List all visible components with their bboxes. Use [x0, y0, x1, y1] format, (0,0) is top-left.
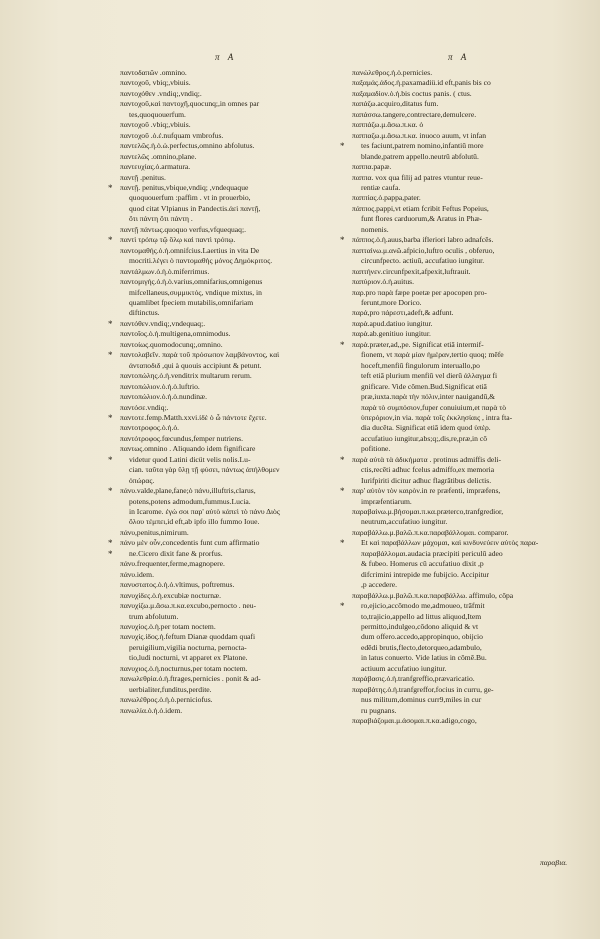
entry-text: παντολαβεῖν. παρὰ τοῦ πρόσωπον λαμβάνοντος, καὶ: [120, 350, 280, 360]
entry-text: παντελῶς .omnino,plane.: [120, 151, 197, 161]
dictionary-line: [352, 674, 588, 684]
dictionary-line: [352, 298, 588, 308]
entry-text: παντομιγής.ὁ.ἡ.ὁ.varius,omnifarius,omnigenus: [120, 277, 263, 287]
entry-text: dum offero.accedo,appropinquo, obijcio: [361, 632, 483, 642]
entry-text: παντως.omnino . Aliquando idem fignificare: [120, 444, 256, 454]
asterisk-mark: *: [108, 454, 113, 465]
running-header-right: π A: [448, 52, 470, 62]
dictionary-line: [352, 528, 588, 538]
entry-text: παρά,pro πάρεστι,adeft,& adfunt.: [352, 308, 454, 318]
asterisk-mark: *: [108, 318, 113, 329]
entry-text: neutrum,accufatiuo iungitur.: [361, 517, 448, 527]
entry-text: πάνυ.valde,plane,fane;ὁ πάνυ,illuftris,clarus,: [120, 486, 256, 496]
entry-text: ὅλου τέμπει,id eft,ab ipfo illo fummo Ioue.: [129, 517, 260, 527]
left-column: [108, 68, 348, 716]
entry-text: dia ducēta. Significat etiā idem quod ὑπὲρ.: [361, 423, 491, 433]
entry-text: παπύριον.ὁ.ἡ.auitus.: [352, 277, 414, 287]
entry-text: παντοπώλιον.ὁ.ἡ.ὁ.luftrio.: [120, 381, 200, 391]
entry-text: παντοχοῦ,καὶ παντοχῆ,quocunq;,in omnes par: [120, 99, 260, 109]
dictionary-line: [120, 664, 348, 674]
dictionary-line: [352, 329, 588, 339]
entry-text: παρὰ.ab.genitiuo iungitur.: [352, 329, 431, 339]
asterisk-mark: *: [340, 538, 345, 549]
dictionary-line: [108, 454, 348, 465]
entry-text: παπταίνω.μ.ανῶ.afpicio,luftro oculis , obferuo,: [352, 245, 495, 255]
entry-text: παραβάλλω.μ.βαλῶ.π.κα.παραβάλλω. affimulo, cōpa: [352, 590, 514, 600]
entry-text: παντόθεν.vndiq;,vndequaq;.: [120, 318, 206, 328]
entry-text: tio,ludi nocturni, vt apparet ex Platone.: [129, 653, 248, 663]
dictionary-line: [120, 559, 348, 569]
asterisk-mark: *: [108, 182, 113, 193]
dictionary-line: [352, 559, 588, 569]
entry-text: παντῇ. penitus,vbique,vndiq; ,vndequaque: [120, 182, 249, 192]
entry-text: πανωλέθρος.ὁ.ἡ.ὁ.perniciofus.: [120, 695, 213, 705]
entry-text: παντομαθής.ὁ.ἡ.omnifcius.Laertius in vita De: [120, 245, 260, 255]
entry-text: in Icarome. ἐγὼ σοι παρ' αὐτὸ κἀπεὶ τὸ πάνυ Διὸς: [129, 507, 280, 517]
dictionary-line: [352, 413, 588, 423]
entry-text: πάνυ,penitus,nimirum.: [120, 527, 189, 537]
dictionary-line: [352, 643, 588, 653]
asterisk-mark: *: [108, 548, 113, 559]
dictionary-line: [120, 403, 348, 413]
dictionary-line: [120, 622, 348, 632]
dictionary-line: [108, 486, 348, 497]
entry-text: πανυστατος.ὁ.ἡ.ὁ.vltimus, poftremus.: [120, 580, 235, 590]
dictionary-line: [120, 110, 348, 120]
entry-text: uerbialiter,funditus,perdite.: [129, 684, 212, 694]
dictionary-line: [120, 68, 348, 78]
dictionary-line: [352, 120, 588, 130]
dictionary-line: [108, 548, 348, 559]
entry-text: funt flores carduorum,& Aratus in Phæ-: [361, 214, 483, 224]
dictionary-line: [340, 235, 588, 246]
entry-text: ὅτι πάντη ὅτι πάντη .: [129, 214, 193, 224]
entry-text: trum abfolutum.: [129, 611, 179, 621]
dictionary-line: [108, 412, 348, 423]
entry-text: ἀνταποδιδ ,qui à quouis accipiunt & petunt.: [129, 360, 262, 370]
dictionary-line: [352, 99, 588, 109]
entry-text: πάππος.pappi,vt etiam fcribit Feftus Popeius,: [352, 203, 489, 213]
entry-text: παξαμάς.ἀδος.ἡ.paxamadiü.id eft,panis bis co: [352, 78, 491, 88]
dictionary-line: [352, 361, 588, 371]
running-header-left: π A: [215, 52, 237, 62]
dictionary-line: [120, 507, 348, 517]
dictionary-line: [120, 99, 348, 109]
dictionary-line: [120, 382, 348, 392]
dictionary-line: [120, 277, 348, 287]
entry-text: mocriti.λέγει ὁ παντομαθὴς μόνος Δημόκριτος.: [129, 256, 273, 266]
entry-text: in latus conuerto. Vide latius in cōmē.Bu.: [361, 653, 487, 663]
entry-text: to,trajicio,appello ad littus aliquod,Item: [361, 611, 482, 621]
entry-text: παραβάλλω.μ.βαλῶ.π.κα.παραβάλλομαι. comparor.: [352, 527, 509, 537]
dictionary-line: [352, 308, 588, 318]
dictionary-line: [340, 538, 588, 549]
entry-text: permitto,indulgeo,cōdono aliquid & vt: [361, 622, 479, 632]
entry-text: παντοτε.femp.Matth.xxvi.ἰδὲ ὁ ὦ πάντοτε ἔχετε.: [120, 412, 267, 422]
dictionary-line: [352, 214, 588, 224]
entry-text: παντῇ πάντως.quoquo verfus,vfquequaq;.: [120, 224, 246, 234]
dictionary-line: [352, 476, 588, 486]
entry-text: quod citat Vlpianus in Pandectis.ἀεὶ παντῇ,: [129, 203, 261, 213]
entry-text: παντοτροφος.ὁ.ἡ.ὁ.: [120, 423, 180, 433]
entry-text: παντοχοῦ .vbiq;,vbiuis.: [120, 120, 191, 130]
entry-text: cian. ταῦτα γὰρ ὕλῃ τῇ φύσει, πάντως ἀπήλθομεν: [129, 465, 280, 475]
entry-text: diftinctus.: [129, 308, 160, 318]
dictionary-line: [120, 591, 348, 601]
dictionary-line: [120, 632, 348, 642]
dictionary-line: [352, 319, 588, 329]
entry-text: quoquouerfum :paffim . vt in prouerbio,: [129, 193, 251, 203]
entry-text: παντὶ τρόπῳ τῷ ὅλῳ καὶ παντὶ τρόπῳ.: [120, 235, 236, 245]
entry-text: quamlibet fpeciem mutabilis,omnifariam: [129, 297, 254, 307]
entry-text: παππάζω.μ.ἄσω.π.κα. ὁ: [352, 120, 424, 130]
entry-text: ne.Cicero dixit fane & prorfus.: [129, 548, 223, 558]
dictionary-line: [340, 486, 588, 497]
dictionary-line: [120, 89, 348, 99]
dictionary-line: [352, 403, 588, 413]
dictionary-line: [352, 173, 588, 183]
asterisk-mark: *: [108, 486, 113, 497]
entry-text: & fubeo. Homerus cū accufatiuo dixit ,p: [361, 559, 484, 569]
entry-text: ὑπερόριον,in via. παρὰ τοῖς ἐκκλησίαις , intra fta-: [361, 412, 513, 422]
dictionary-line: [352, 267, 588, 277]
entry-text: impræfentiarum.: [361, 496, 412, 506]
asterisk-mark: *: [340, 486, 345, 497]
entry-text: παντελῶς.ἡ.ὁ.ὡ.perfectus,omnino abfolutus.: [120, 141, 255, 151]
dictionary-line: [352, 89, 588, 99]
entry-text: rentiæ caufa.: [361, 182, 401, 192]
entry-text: peruigilium,vigilia nocturna, pernocta-: [129, 642, 247, 652]
entry-text: παπάσσω.tangere,contrectare,demulcere.: [352, 109, 477, 119]
entry-text: ferunt,more Dorico.: [361, 297, 422, 307]
dictionary-line: [352, 632, 588, 642]
dictionary-line: [120, 685, 348, 695]
dictionary-line: [120, 214, 348, 224]
entry-text: ro,ejicio,accōmodo me,admoueo, trāfmit: [361, 601, 485, 611]
entry-text: παντότροφος.fœcundus,femper nutriens.: [120, 433, 244, 443]
dictionary-line: [120, 340, 348, 350]
entry-text: ru pugnans.: [361, 705, 397, 715]
dictionary-line: [352, 350, 588, 360]
entry-text: παντοχοῦ .ὁ.ἐ.nufquam vmbrofus.: [120, 130, 224, 140]
dictionary-line: [120, 444, 348, 454]
dictionary-line: [352, 685, 588, 695]
dictionary-line: [120, 528, 348, 538]
entry-text: actiuum accufatiuo iungitur.: [361, 663, 447, 673]
entry-text: pofitione.: [361, 444, 391, 454]
entry-text: παντοπώλιον.ὁ.ἡ.ὁ.nundinæ.: [120, 392, 208, 402]
entry-text: circunfpecto. actiuū, accufatiuo iungitur.: [361, 256, 485, 266]
dictionary-line: [352, 706, 588, 716]
entry-text: παντῇ .penitus.: [120, 172, 166, 182]
entry-text: παππίας.ὁ.pappa,pater.: [352, 193, 421, 203]
entry-text: teft etiā plurium menfiū vel dierū ἀλλαγμα fi: [361, 371, 498, 381]
dictionary-line: [340, 339, 588, 350]
dictionary-line: [120, 434, 348, 444]
entry-text: mifcellaneus,συμμικτός, vndique mixtus, in: [129, 287, 262, 297]
entry-text: παραβάτης.ὁ.ἡ.tranfgreffor,focius in curru, ge-: [352, 684, 494, 694]
dictionary-line: [120, 580, 348, 590]
dictionary-line: [352, 444, 588, 454]
dictionary-line: [352, 622, 588, 632]
dictionary-line: [108, 318, 348, 329]
dictionary-line: [120, 695, 348, 705]
dictionary-line: [352, 382, 588, 392]
dictionary-line: [352, 653, 588, 663]
dictionary-line: [352, 434, 588, 444]
entry-text: ctis,recēti adhuc fcelus admiffo,ex memoria: [361, 465, 495, 475]
dictionary-line: [120, 423, 348, 433]
entry-text: παντευχίας.ὁ.armatura.: [120, 162, 191, 172]
dictionary-line: [352, 580, 588, 590]
entry-text: παπάζω.acquiro,ditatus fum.: [352, 99, 439, 109]
dictionary-line: [120, 497, 348, 507]
dictionary-line: [120, 371, 348, 381]
asterisk-mark: *: [340, 339, 345, 350]
dictionary-line: [352, 256, 588, 266]
entry-text: πάνυ μὲν οὖν,concedentis funt cum affirmatio: [120, 538, 260, 548]
dictionary-line: [352, 193, 588, 203]
dictionary-line: [352, 131, 588, 141]
dictionary-line: [352, 183, 588, 193]
dictionary-line: [352, 68, 588, 78]
entry-text: παντοχόθεν .vndiq;,vndiq;.: [120, 88, 202, 98]
dictionary-line: [352, 288, 588, 298]
dictionary-line: [120, 517, 348, 527]
entry-text: παντοδαπῶν .omnino.: [120, 68, 187, 77]
dictionary-line: [352, 465, 588, 475]
dictionary-line: [352, 110, 588, 120]
dictionary-line: [120, 601, 348, 611]
dictionary-line: [352, 423, 588, 433]
dictionary-line: [352, 225, 588, 235]
dictionary-line: [120, 152, 348, 162]
entry-text: πανωλεθρία.ὁ.ἡ.ftrages,pernicies . ponit & ad-: [120, 674, 261, 684]
dictionary-line: [352, 152, 588, 162]
dictionary-line: [108, 350, 348, 361]
entry-text: παντοῖος.ὁ.ἡ.multigena,omnimodus.: [120, 329, 231, 339]
dictionary-line: [120, 173, 348, 183]
entry-text: παρὰ αὐτὰ τὰ ἀδικήματα . protinus admiffis deli-: [352, 454, 502, 464]
entry-text: potens,potens admodum,fummus.Lucia.: [129, 496, 251, 506]
entry-text: παππα. vox qua filij ad patres vtuntur reue-: [352, 172, 483, 182]
entry-text: παντοχοῦ, vbiq;,vbiuis.: [120, 78, 191, 88]
dictionary-line: [120, 131, 348, 141]
dictionary-line: [120, 570, 348, 580]
dictionary-line: [120, 288, 348, 298]
entry-text: πανωλία.ὁ.ἡ.ὁ.idem.: [120, 705, 183, 715]
entry-text: παράβασις.ὁ.ἡ.tranfgreffio,prævaricatio.: [352, 674, 475, 684]
dictionary-line: [120, 193, 348, 203]
dictionary-line: [340, 601, 588, 612]
entry-text: nomenis.: [361, 224, 389, 234]
catchword: παραβια.: [540, 858, 568, 867]
entry-text: tes faciunt,patrem nomino,infantiū more: [361, 141, 484, 151]
entry-text: παππα.papæ.: [352, 162, 392, 172]
dictionary-line: [352, 392, 588, 402]
entry-text: πανώλεθρος.ἡ.ὁ.pernicies.: [352, 68, 433, 77]
asterisk-mark: *: [108, 350, 113, 361]
entry-text: πανυχίδες.ὁ.ἡ.excubiæ nocturnæ.: [120, 590, 222, 600]
entry-text: πάνυ.idem.: [120, 569, 154, 579]
entry-text: παρὰ.præter,ad,,pe. Significat etiā intermif-: [352, 339, 484, 349]
asterisk-mark: *: [340, 141, 345, 152]
dictionary-line: [120, 225, 348, 235]
dictionary-line: [120, 162, 348, 172]
entry-text: accufatiuo iungitur,abs;q;,dis,re,præ,in cō: [361, 433, 488, 443]
dictionary-line: [120, 465, 348, 475]
entry-text: παπτήνεν.circunfpexit,afpexit,luftrauit.: [352, 266, 471, 276]
dictionary-line: [352, 277, 588, 287]
dictionary-line: [352, 570, 588, 580]
dictionary-line: [120, 612, 348, 622]
entry-text: παξαμαδίον.ὁ.ἡ.bis coctus panis. ( ctus.: [352, 88, 472, 98]
dictionary-line: [120, 141, 348, 151]
entry-text: παρ' αὐτὸν τὸν καιρὸν.in re præfenti, impræfens,: [352, 486, 501, 496]
entry-text: παρὰ τὸ συμπόσιον,fuper conuiuium,et παρὰ τὸ: [361, 402, 507, 412]
entry-text: πάνυ.frequenter,ferme,magnopere.: [120, 559, 225, 569]
dictionary-line: [120, 674, 348, 684]
asterisk-mark: *: [108, 235, 113, 246]
entry-text: tes,quoquouerfum.: [129, 109, 186, 119]
entry-text: ὀπώρας.: [129, 475, 155, 485]
entry-text: nus militum,dominus curr9,miles in cur: [361, 695, 482, 705]
dictionary-line: [352, 517, 588, 527]
dictionary-line: [352, 549, 588, 559]
entry-text: edēdi brutis,flecto,detorqueo,adambulo,: [361, 642, 482, 652]
entry-text: πανυχίς.ίδος.ἡ.feftum Dianæ quoddam quafi: [120, 632, 256, 642]
asterisk-mark: *: [108, 538, 113, 549]
entry-text: πανυχίζω.μ.ἄσω.π.κα.excubo,pernocto . neu-: [120, 601, 257, 611]
entry-text: πανυχίος.ὁ.ἡ.per totam noctem.: [120, 622, 216, 632]
dictionary-line: [120, 246, 348, 256]
dictionary-line: [108, 538, 348, 549]
dictionary-line: [120, 653, 348, 663]
dictionary-line: [120, 361, 348, 371]
entry-text: πανυχιος.ὁ.ἡ.nocturnus,per totam noctem.: [120, 663, 248, 673]
entry-text: παραβαίνω.μ.βήσομαι.π.κα.præterco,tranfgredior,: [352, 507, 504, 517]
dictionary-line: [120, 256, 348, 266]
dictionary-line: [352, 162, 588, 172]
entry-text: Iurifpiriti dicitur adhuc flagrātibus delictis.: [361, 475, 492, 485]
entry-text: παντόσε.vndiq;.: [120, 402, 169, 412]
entry-text: παντοπώλης.ὁ.ἡ.venditrix multarum rerum.: [120, 371, 252, 381]
entry-text: Et καὶ παραβάλλων μάχομαι, καὶ κινδυνεύειν αὐτὸς παρα-: [361, 538, 539, 548]
dictionary-line: [120, 298, 348, 308]
dictionary-line: [120, 392, 348, 402]
dictionary-line: [120, 476, 348, 486]
dictionary-line: [352, 246, 588, 256]
dictionary-line: [340, 141, 588, 152]
dictionary-line: [352, 612, 588, 622]
entry-text: blande,patrem appello.neutrū abfolutū.: [361, 151, 479, 161]
entry-text: ,p accedere.: [361, 580, 398, 590]
dictionary-line: [120, 267, 348, 277]
asterisk-mark: *: [340, 601, 345, 612]
entry-text: παρ.pro παρὰ fæpe poetæ per apocopen pro-: [352, 287, 487, 297]
entry-text: παραβιάζομαι.μ.ἀσομαι.π.κα.adigo,cogo,: [352, 716, 477, 726]
entry-text: παντάλμων.ὁ.ἡ.ὁ.miferrimus.: [120, 266, 210, 276]
dictionary-line: [352, 664, 588, 674]
asterisk-mark: *: [340, 235, 345, 246]
entry-text: παραβάλλομαι.audacia præcipiti periculū adeo: [361, 548, 503, 558]
dictionary-line: [120, 308, 348, 318]
entry-text: præ,iuxta.παρὰ τὴν πόλιν,inter nauigandū,&: [361, 392, 496, 402]
asterisk-mark: *: [340, 454, 345, 465]
entry-text: πάππος.ὁ.ἡ.auus,barba ifleriori labro adnafcēs.: [352, 235, 494, 245]
entry-text: hoceft,menfiū fingulorum interuallo,po: [361, 360, 480, 370]
dictionary-line: [352, 204, 588, 214]
dictionary-line: [352, 371, 588, 381]
dictionary-line: [352, 497, 588, 507]
dictionary-line: [120, 204, 348, 214]
right-column: [340, 68, 588, 727]
entry-text: fionem, vt παρὰ μίαν ἡμέραν,tertio quoq; mēfe: [361, 350, 504, 360]
dictionary-line: [352, 78, 588, 88]
dictionary-line: [108, 182, 348, 193]
asterisk-mark: *: [108, 412, 113, 423]
dictionary-line: [352, 507, 588, 517]
entry-text: videtur quod Latini dicüt velis nolis.Lu-: [129, 454, 251, 464]
dictionary-line: [352, 591, 588, 601]
dictionary-line: [352, 695, 588, 705]
entry-text: difcrimini intrepide me fubijcio. Accipitur: [361, 569, 490, 579]
dictionary-line: [340, 454, 588, 465]
entry-text: παντοίως.quomodocunq;,omnino.: [120, 339, 223, 349]
entry-text: παρὰ.apud.datiuo iungitur.: [352, 318, 433, 328]
dictionary-line: [352, 716, 588, 726]
dictionary-line: [108, 235, 348, 246]
dictionary-line: [120, 329, 348, 339]
dictionary-line: [120, 120, 348, 130]
dictionary-line: [120, 706, 348, 716]
entry-text: gnificare. Vide cōmen.Bud.Significat etiā: [361, 381, 487, 391]
dictionary-line: [120, 643, 348, 653]
entry-text: παππαζω.μ.ἄσω.π.κα. inuoco auum, vt infan: [352, 130, 487, 140]
dictionary-line: [120, 78, 348, 88]
